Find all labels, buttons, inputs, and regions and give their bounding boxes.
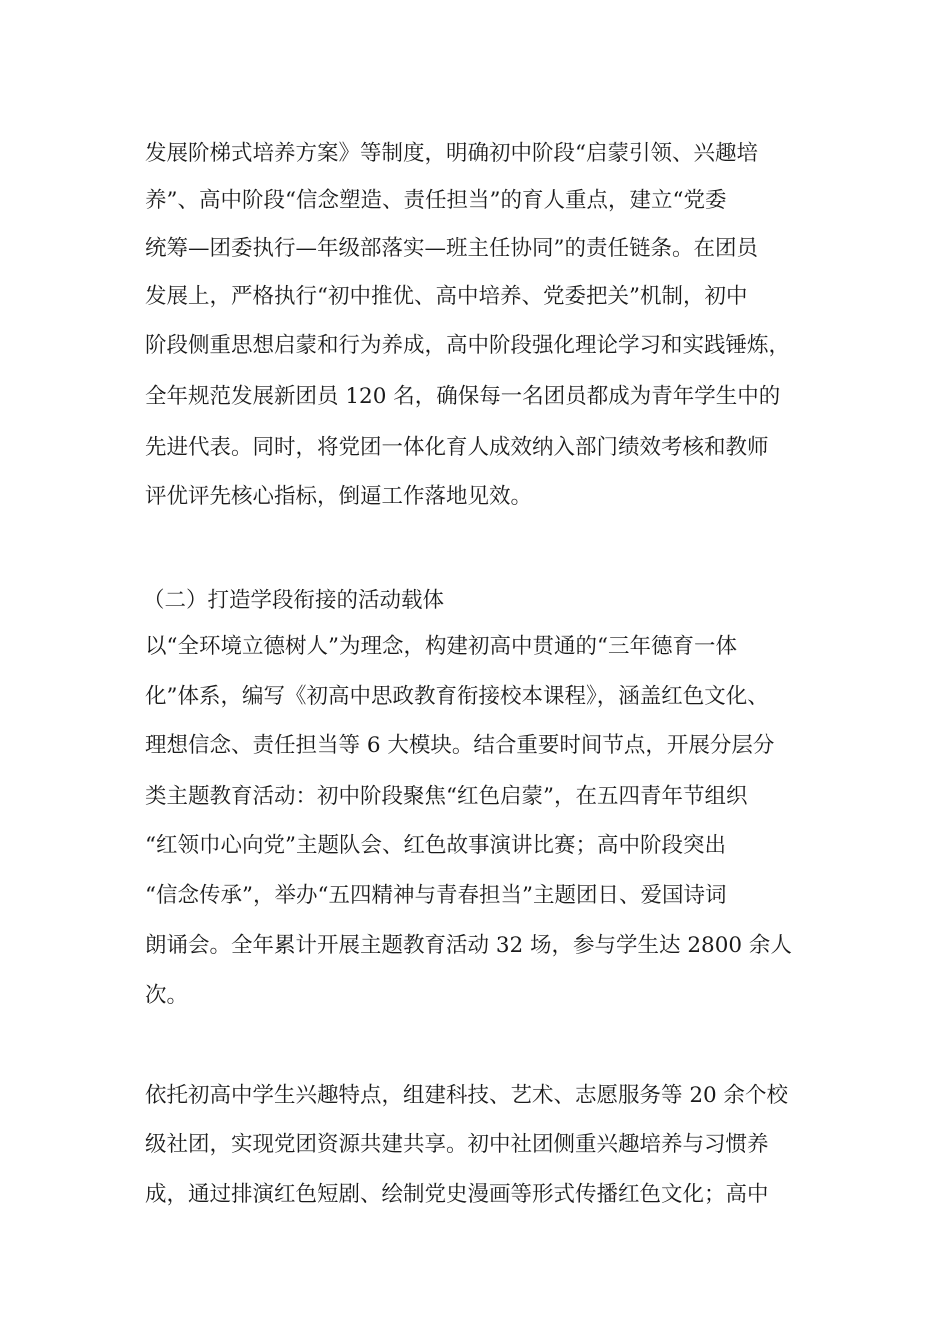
paragraph-line: 发展阶梯式培养方案》等制度，明确初中阶段“启蒙引领、兴趣培 — [145, 141, 758, 166]
paragraph-line: 养”、高中阶段“信念塑造、责任担当”的育人重点，建立“党委 — [145, 188, 727, 213]
paragraph-line: 级社团，实现党团资源共建共享。初中社团侧重兴趣培养与习惯养 — [145, 1132, 769, 1157]
paragraph-line: 评优评先核心指标，倒逼工作落地见效。 — [145, 484, 533, 509]
paragraph-line: 成，通过排演红色短剧、绘制党史漫画等形式传播红色文化；高中 — [145, 1182, 769, 1207]
paragraph-line: “红领巾心向党”主题队会、红色故事演讲比赛；高中阶段突出 — [145, 833, 726, 858]
paragraph-line: 发展上，严格执行“初中推优、高中培养、党委把关”机制，初中 — [145, 284, 748, 309]
paragraph-line: 全年规范发展新团员 120 名，确保每一名团员都成为青年学生中的 — [145, 384, 781, 409]
paragraph-line: 统筹—团委执行—年级部落实—班主任协同”的责任链条。在团员 — [145, 236, 758, 261]
paragraph-line: 次。 — [145, 983, 189, 1008]
paragraph-line: 理想信念、责任担当等 6 大模块。结合重要时间节点，开展分层分 — [145, 733, 775, 758]
paragraph-line: 先进代表。同时，将党团一体化育人成效纳入部门绩效考核和教师 — [145, 435, 769, 460]
paragraph-line: 依托初高中学生兴趣特点，组建科技、艺术、志愿服务等 20 余个校 — [145, 1083, 789, 1108]
paragraph-line: 阶段侧重思想启蒙和行为养成，高中阶段强化理论学习和实践锤炼， — [145, 333, 791, 358]
paragraph-line: 化”体系，编写《初高中思政教育衔接校本课程》，涵盖红色文化、 — [145, 684, 769, 709]
section-heading: （二）打造学段衔接的活动载体 — [143, 588, 445, 613]
paragraph-line: 朗诵会。全年累计开展主题教育活动 32 场，参与学生达 2800 余人 — [145, 933, 792, 958]
paragraph-line: 类主题教育活动：初中阶段聚焦“红色启蒙”，在五四青年节组织 — [145, 784, 748, 809]
paragraph-line: 以“全环境立德树人”为理念，构建初高中贯通的“三年德育一体 — [145, 634, 737, 659]
paragraph-line: “信念传承”，举办“五四精神与青春担当”主题团日、爱国诗词 — [145, 883, 727, 908]
